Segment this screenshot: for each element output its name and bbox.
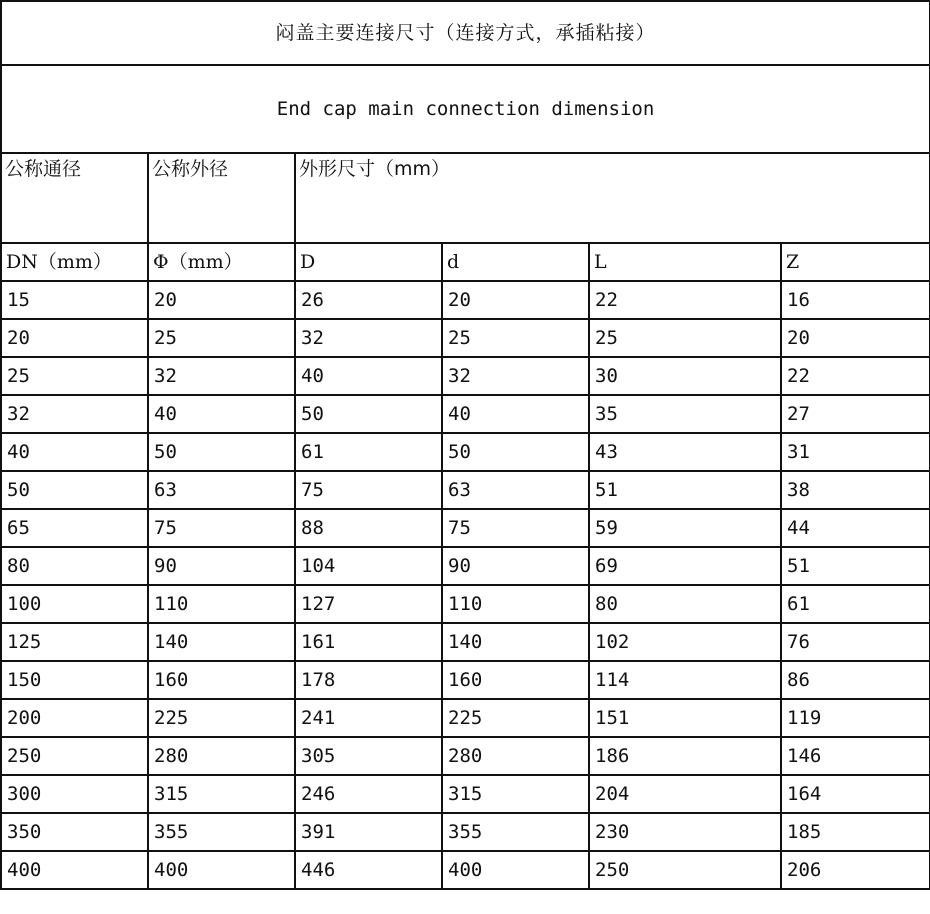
cell-value: 20 bbox=[154, 288, 177, 311]
cell-dn bbox=[1, 813, 148, 851]
cell-value: 355 bbox=[154, 820, 189, 843]
cell-D bbox=[295, 471, 442, 509]
cell-D bbox=[295, 661, 442, 699]
cell-value: 391 bbox=[301, 820, 336, 843]
cell-Z bbox=[781, 661, 930, 699]
cell-value: 119 bbox=[787, 706, 822, 729]
cell-Z bbox=[781, 585, 930, 623]
cell-value: 250 bbox=[595, 858, 630, 881]
column-header-phi bbox=[148, 243, 295, 281]
table-row bbox=[1, 471, 930, 509]
cell-value: 200 bbox=[7, 706, 42, 729]
cell-value: 446 bbox=[301, 858, 336, 881]
cell-D bbox=[295, 281, 442, 319]
cell-Z bbox=[781, 319, 930, 357]
cell-L bbox=[589, 281, 781, 319]
cell-value: 38 bbox=[787, 478, 810, 501]
cell-dn bbox=[1, 623, 148, 661]
cell-value: 61 bbox=[787, 592, 810, 615]
cell-value: 146 bbox=[787, 744, 822, 767]
cell-value: 204 bbox=[595, 782, 630, 805]
cell-D bbox=[295, 737, 442, 775]
cell-phi bbox=[148, 623, 295, 661]
cell-d bbox=[442, 357, 589, 395]
cell-value: 80 bbox=[595, 592, 618, 615]
cell-D bbox=[295, 623, 442, 661]
cell-D bbox=[295, 851, 442, 889]
cell-L bbox=[589, 623, 781, 661]
cell-Z bbox=[781, 623, 930, 661]
cell-value: 140 bbox=[448, 630, 483, 653]
cell-L bbox=[589, 775, 781, 813]
cell-L bbox=[589, 699, 781, 737]
cell-value: 178 bbox=[301, 668, 336, 691]
cell-D bbox=[295, 357, 442, 395]
cell-L bbox=[589, 661, 781, 699]
cell-dn bbox=[1, 661, 148, 699]
cell-Z bbox=[781, 357, 930, 395]
cell-value: 40 bbox=[301, 364, 324, 387]
cell-d bbox=[442, 471, 589, 509]
cell-value: 185 bbox=[787, 820, 822, 843]
cell-value: 400 bbox=[154, 858, 189, 881]
cell-value: 186 bbox=[595, 744, 630, 767]
cell-Z bbox=[781, 281, 930, 319]
cell-value: 90 bbox=[154, 554, 177, 577]
cell-value: 100 bbox=[7, 592, 42, 615]
cell-value: 26 bbox=[301, 288, 324, 311]
cell-d bbox=[442, 813, 589, 851]
cell-value: 400 bbox=[7, 858, 42, 881]
cell-value: 25 bbox=[7, 364, 30, 387]
cell-value: 16 bbox=[787, 288, 810, 311]
cell-d bbox=[442, 395, 589, 433]
cell-L bbox=[589, 547, 781, 585]
cell-D bbox=[295, 775, 442, 813]
cell-value: 40 bbox=[154, 402, 177, 425]
cell-value: 50 bbox=[7, 478, 30, 501]
cell-value: 161 bbox=[301, 630, 336, 653]
header-shape-dimensions bbox=[295, 153, 930, 243]
cell-value: 51 bbox=[595, 478, 618, 501]
table-title-english: End cap main connection dimension bbox=[1, 65, 930, 153]
cell-value: 246 bbox=[301, 782, 336, 805]
cell-value: 40 bbox=[7, 440, 30, 463]
table-row bbox=[1, 775, 930, 813]
cell-phi bbox=[148, 547, 295, 585]
cell-dn bbox=[1, 281, 148, 319]
cell-value: 50 bbox=[448, 440, 471, 463]
cell-d bbox=[442, 585, 589, 623]
cell-value: 25 bbox=[154, 326, 177, 349]
cell-value: 280 bbox=[154, 744, 189, 767]
cell-L bbox=[589, 395, 781, 433]
cell-value: 31 bbox=[787, 440, 810, 463]
cell-value: 225 bbox=[154, 706, 189, 729]
cell-phi bbox=[148, 661, 295, 699]
cell-value: 61 bbox=[301, 440, 324, 463]
header-nominal-diameter-label: 公称通径 bbox=[5, 158, 82, 180]
cell-D bbox=[295, 319, 442, 357]
cell-D bbox=[295, 395, 442, 433]
column-header-Z bbox=[781, 243, 930, 281]
table-row bbox=[1, 699, 930, 737]
cell-value: 69 bbox=[595, 554, 618, 577]
cell-value: 355 bbox=[448, 820, 483, 843]
cell-value: 86 bbox=[787, 668, 810, 691]
cell-value: 32 bbox=[154, 364, 177, 387]
cell-L bbox=[589, 585, 781, 623]
cell-value: 140 bbox=[154, 630, 189, 653]
cell-L bbox=[589, 851, 781, 889]
column-header-D bbox=[295, 243, 442, 281]
cell-L bbox=[589, 319, 781, 357]
cell-dn bbox=[1, 433, 148, 471]
cell-value: 65 bbox=[7, 516, 30, 539]
cell-dn bbox=[1, 471, 148, 509]
cell-value: 75 bbox=[301, 478, 324, 501]
column-header-label: DN（mm） bbox=[6, 250, 112, 273]
cell-value: 280 bbox=[448, 744, 483, 767]
cell-L bbox=[589, 471, 781, 509]
cell-D bbox=[295, 509, 442, 547]
cell-d bbox=[442, 699, 589, 737]
cell-dn bbox=[1, 395, 148, 433]
cell-L bbox=[589, 509, 781, 547]
cell-d bbox=[442, 433, 589, 471]
cell-dn bbox=[1, 509, 148, 547]
cell-d bbox=[442, 281, 589, 319]
cell-dn bbox=[1, 585, 148, 623]
cell-d bbox=[442, 775, 589, 813]
table-row bbox=[1, 585, 930, 623]
cell-Z bbox=[781, 471, 930, 509]
cell-value: 43 bbox=[595, 440, 618, 463]
cell-D bbox=[295, 433, 442, 471]
cell-dn bbox=[1, 547, 148, 585]
cell-dn bbox=[1, 699, 148, 737]
table-row bbox=[1, 395, 930, 433]
cell-value: 206 bbox=[787, 858, 822, 881]
cell-L bbox=[589, 737, 781, 775]
cell-phi bbox=[148, 737, 295, 775]
cell-phi bbox=[148, 509, 295, 547]
cell-value: 88 bbox=[301, 516, 324, 539]
table-title-chinese: 闷盖主要连接尺寸（连接方式，承插粘接） bbox=[1, 1, 930, 65]
cell-value: 125 bbox=[7, 630, 42, 653]
cell-value: 151 bbox=[595, 706, 630, 729]
cell-value: 51 bbox=[787, 554, 810, 577]
cell-value: 50 bbox=[301, 402, 324, 425]
column-header-L bbox=[589, 243, 781, 281]
cell-value: 32 bbox=[301, 326, 324, 349]
cell-Z bbox=[781, 851, 930, 889]
cell-value: 32 bbox=[448, 364, 471, 387]
cell-dn bbox=[1, 319, 148, 357]
cell-value: 300 bbox=[7, 782, 42, 805]
cell-value: 63 bbox=[154, 478, 177, 501]
cell-value: 63 bbox=[448, 478, 471, 501]
cell-Z bbox=[781, 699, 930, 737]
cell-value: 315 bbox=[154, 782, 189, 805]
cell-value: 40 bbox=[448, 402, 471, 425]
cell-value: 30 bbox=[595, 364, 618, 387]
cell-d bbox=[442, 851, 589, 889]
cell-value: 164 bbox=[787, 782, 822, 805]
cell-D bbox=[295, 813, 442, 851]
cell-D bbox=[295, 699, 442, 737]
cell-L bbox=[589, 433, 781, 471]
table-row bbox=[1, 737, 930, 775]
cell-value: 76 bbox=[787, 630, 810, 653]
table-row bbox=[1, 357, 930, 395]
cell-phi bbox=[148, 775, 295, 813]
header-nominal-diameter bbox=[1, 153, 148, 243]
cell-L bbox=[589, 357, 781, 395]
table-row bbox=[1, 509, 930, 547]
cell-value: 90 bbox=[448, 554, 471, 577]
cell-Z bbox=[781, 395, 930, 433]
cell-value: 59 bbox=[595, 516, 618, 539]
cell-value: 250 bbox=[7, 744, 42, 767]
cell-value: 305 bbox=[301, 744, 336, 767]
cell-Z bbox=[781, 433, 930, 471]
table-row bbox=[1, 813, 930, 851]
cell-value: 110 bbox=[448, 592, 483, 615]
cell-value: 50 bbox=[154, 440, 177, 463]
cell-d bbox=[442, 547, 589, 585]
cell-dn bbox=[1, 851, 148, 889]
cell-value: 160 bbox=[448, 668, 483, 691]
cell-value: 32 bbox=[7, 402, 30, 425]
table-row bbox=[1, 281, 930, 319]
cell-phi bbox=[148, 585, 295, 623]
column-header-label: d bbox=[447, 250, 460, 273]
cell-dn bbox=[1, 737, 148, 775]
cell-value: 150 bbox=[7, 668, 42, 691]
table-row bbox=[1, 547, 930, 585]
cell-value: 35 bbox=[595, 402, 618, 425]
column-header-d bbox=[442, 243, 589, 281]
cell-value: 25 bbox=[595, 326, 618, 349]
cell-value: 350 bbox=[7, 820, 42, 843]
cell-value: 75 bbox=[154, 516, 177, 539]
column-header-row bbox=[1, 243, 930, 281]
table-row bbox=[1, 319, 930, 357]
cell-phi bbox=[148, 471, 295, 509]
cell-value: 20 bbox=[448, 288, 471, 311]
cell-phi bbox=[148, 699, 295, 737]
table-row bbox=[1, 433, 930, 471]
cell-phi bbox=[148, 433, 295, 471]
cell-phi bbox=[148, 851, 295, 889]
cell-phi bbox=[148, 395, 295, 433]
cell-value: 110 bbox=[154, 592, 189, 615]
cell-dn bbox=[1, 775, 148, 813]
cell-value: 230 bbox=[595, 820, 630, 843]
cell-value: 241 bbox=[301, 706, 336, 729]
cell-d bbox=[442, 319, 589, 357]
header-nominal-outer-diameter bbox=[148, 153, 295, 243]
cell-value: 160 bbox=[154, 668, 189, 691]
cell-d bbox=[442, 509, 589, 547]
column-header-label: Φ（mm） bbox=[153, 250, 243, 273]
cell-d bbox=[442, 623, 589, 661]
cell-value: 400 bbox=[448, 858, 483, 881]
cell-value: 102 bbox=[595, 630, 630, 653]
cell-value: 20 bbox=[787, 326, 810, 349]
cell-value: 27 bbox=[787, 402, 810, 425]
cell-value: 25 bbox=[448, 326, 471, 349]
cell-phi bbox=[148, 319, 295, 357]
cell-value: 75 bbox=[448, 516, 471, 539]
cell-value: 22 bbox=[787, 364, 810, 387]
cell-value: 80 bbox=[7, 554, 30, 577]
cell-phi bbox=[148, 281, 295, 319]
cell-Z bbox=[781, 775, 930, 813]
cell-phi bbox=[148, 357, 295, 395]
cell-value: 20 bbox=[7, 326, 30, 349]
cell-Z bbox=[781, 813, 930, 851]
cell-value: 104 bbox=[301, 554, 336, 577]
column-header-label: Z bbox=[786, 250, 800, 273]
cell-value: 114 bbox=[595, 668, 630, 691]
cell-L bbox=[589, 813, 781, 851]
cell-Z bbox=[781, 737, 930, 775]
cell-Z bbox=[781, 509, 930, 547]
cell-Z bbox=[781, 547, 930, 585]
cell-value: 44 bbox=[787, 516, 810, 539]
cell-value: 315 bbox=[448, 782, 483, 805]
cell-D bbox=[295, 585, 442, 623]
header-nominal-outer-diameter-label: 公称外径 bbox=[152, 158, 229, 180]
cell-value: 225 bbox=[448, 706, 483, 729]
cell-d bbox=[442, 661, 589, 699]
column-header-label: D bbox=[300, 250, 316, 273]
column-header-label: L bbox=[594, 250, 607, 273]
cell-d bbox=[442, 737, 589, 775]
header-shape-dimensions-label: 外形尺寸（mm） bbox=[299, 158, 451, 180]
column-header-dn bbox=[1, 243, 148, 281]
table-row bbox=[1, 851, 930, 889]
cell-D bbox=[295, 547, 442, 585]
table-row bbox=[1, 661, 930, 699]
cell-phi bbox=[148, 813, 295, 851]
cell-value: 22 bbox=[595, 288, 618, 311]
cell-dn bbox=[1, 357, 148, 395]
table-row bbox=[1, 623, 930, 661]
cell-value: 15 bbox=[7, 288, 30, 311]
cell-value: 127 bbox=[301, 592, 336, 615]
